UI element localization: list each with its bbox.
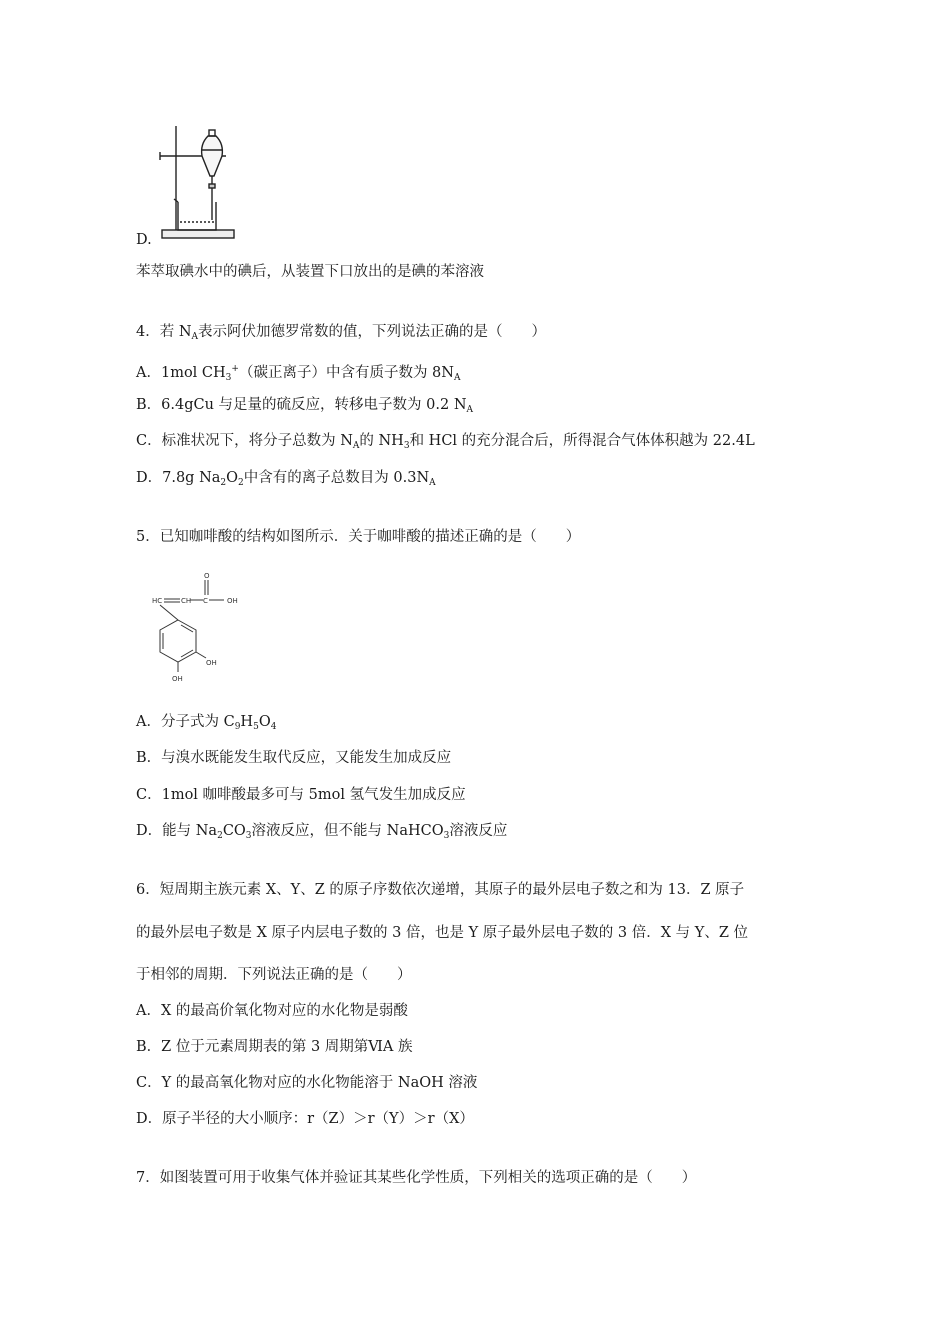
- q4-option-c: C．标准状况下，将分子总数为 $N_A$的 $NH_3$和 HCl 的充分混合后，所得混合气体体积越为 22.4L: [136, 433, 755, 451]
- q4-stem: 4．若 $N_A$表示阿伏加德罗常数的值，下列说法正确的是（ ）: [136, 324, 547, 342]
- q4-option-d: D．7.8g $Na_2O_2$中含有的离子总数目为 $0.3N_A$: [136, 470, 436, 488]
- structure-label-o-top: O: [204, 572, 210, 580]
- caffeic-acid-structure-image: [148, 568, 248, 700]
- q5-stem: 5．已知咖啡酸的结构如图所示．关于咖啡酸的描述正确的是（ ）: [136, 529, 581, 545]
- q4-option-b: B．6.4gCu 与足量的硫反应，转移电子数为 0.2 $N_A$: [136, 397, 474, 415]
- q5-option-c: C．1mol 咖啡酸最多可与 5mol 氢气发生加成反应: [136, 787, 466, 803]
- q6-option-c: C．Y 的最高氧化物对应的水化物能溶于 NaOH 溶液: [136, 1075, 478, 1091]
- q6-option-a: A．X 的最高价氧化物对应的水化物是弱酸: [136, 1003, 408, 1019]
- structure-label-hc: HC: [152, 597, 163, 605]
- q6-option-d: D．原子半径的大小顺序：r（Z）＞r（Y）＞r（X）: [136, 1111, 474, 1127]
- q6-stem-line-1: 6．短周期主族元素 X、Y、Z 的原子序数依次递增，其原子的最外层电子数之和为 13．Z 原子: [136, 882, 745, 898]
- separatory-funnel-apparatus-image: [150, 122, 240, 244]
- q6-stem-line-2: 的最外层电子数是 X 原子内层电子数的 3 倍，也是 Y 原子最外层电子数的 3 倍．X 与 Y、Z 位: [136, 925, 749, 941]
- q7-stem: 7．如图装置可用于收集气体并验证其某些化学性质，下列相关的选项正确的是（ ）: [136, 1170, 697, 1186]
- structure-label-ch: CH: [181, 597, 192, 605]
- q6-option-b: B．Z 位于元素周期表的第 3 周期第ⅥA 族: [136, 1039, 413, 1055]
- q3-option-d-letter: D.: [136, 232, 152, 248]
- structure-label-oh-meta: OH: [206, 659, 217, 667]
- q5-option-b: B．与溴水既能发生取代反应，又能发生加成反应: [136, 750, 452, 766]
- structure-label-oh-para: OH: [172, 675, 183, 683]
- q5-option-a: A．分子式为 $C_9H_5O_4$: [136, 714, 277, 732]
- q3-option-d-text: 苯萃取碘水中的碘后，从装置下口放出的是碘的苯溶液: [136, 264, 484, 280]
- q6-stem-line-3: 于相邻的周期．下列说法正确的是（ ）: [136, 967, 412, 983]
- structure-label-c: C: [203, 597, 208, 605]
- structure-label-oh-acid: OH: [227, 597, 238, 605]
- q5-option-d: D．能与 $Na_2CO_3$溶液反应，但不能与 NaHCO$_3$溶液反应: [136, 823, 508, 841]
- q4-option-a: A．1mol $CH_3^+$（碳正离子）中含有质子数为 $8N_A$: [136, 364, 461, 383]
